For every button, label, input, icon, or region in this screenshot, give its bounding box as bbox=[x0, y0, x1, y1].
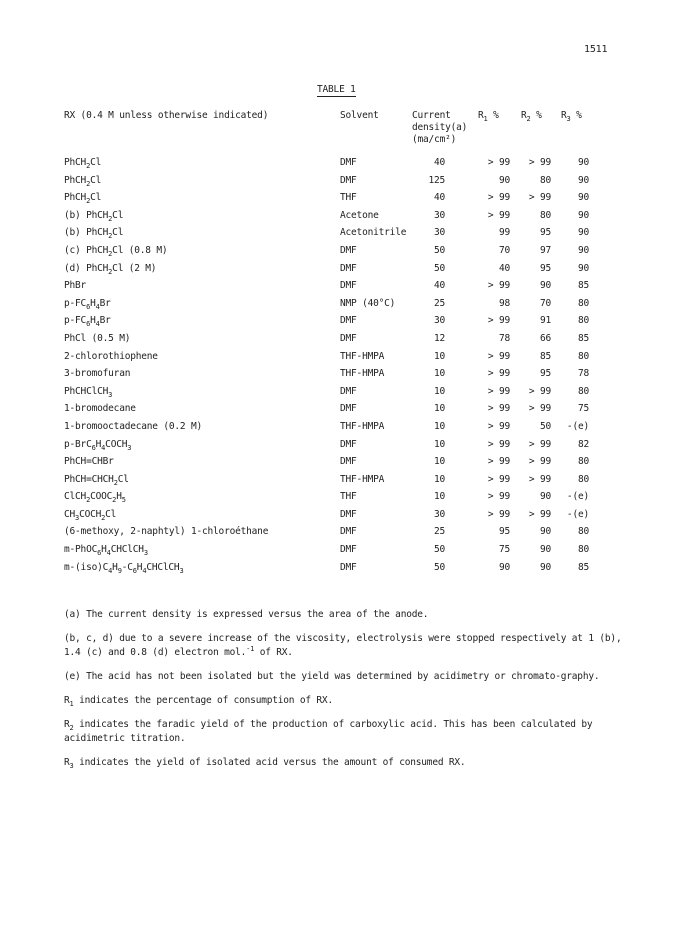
cell-r1: > 99 bbox=[487, 491, 510, 503]
cell-r2: > 99 bbox=[528, 385, 551, 397]
cell-r2: 66 bbox=[539, 332, 551, 344]
cell-rx-subscript: 6 bbox=[86, 302, 91, 311]
cell-current-density: 50 bbox=[433, 544, 445, 556]
cell-r3: 78 bbox=[577, 368, 589, 380]
cell-current-density: 10 bbox=[433, 491, 445, 503]
cell-solvent: DMF bbox=[340, 332, 357, 344]
cell-rx-text: Cl bbox=[112, 227, 124, 239]
cell-rx-text: Cl bbox=[90, 157, 102, 168]
cell-r2: 95 bbox=[539, 368, 551, 380]
cell-solvent: DMF bbox=[340, 403, 357, 415]
table-row bbox=[0, 175, 680, 193]
cell-current-density: 125 bbox=[428, 174, 445, 186]
cell-solvent: THF-HMPA bbox=[340, 350, 385, 362]
note-bcd bbox=[64, 632, 624, 660]
cell-solvent: THF bbox=[340, 192, 357, 204]
cell-current-density: 40 bbox=[433, 157, 445, 168]
header-r1-sub: 1 bbox=[483, 115, 488, 123]
cell-r3: 80 bbox=[577, 315, 589, 327]
cell-current-density: 40 bbox=[433, 280, 445, 292]
cell-current-density: 12 bbox=[433, 332, 445, 344]
cell-rx-text: (6-methoxy, 2-naphtyl) 1-chloroéthane bbox=[64, 526, 269, 538]
cell-rx-text: PhCl (0.5 M) bbox=[64, 332, 131, 344]
cell-r2: 90 bbox=[539, 491, 551, 503]
cell-rx bbox=[64, 157, 101, 168]
cell-r2: > 99 bbox=[528, 508, 551, 520]
header-r1 bbox=[478, 110, 499, 122]
table-title: TABLE 1 bbox=[317, 84, 356, 95]
cell-r2: 90 bbox=[539, 561, 551, 573]
cell-current-density: 30 bbox=[433, 508, 445, 520]
cell-rx bbox=[64, 192, 102, 206]
cell-rx-subscript: 2 bbox=[86, 162, 91, 170]
cell-solvent: DMF bbox=[340, 262, 357, 274]
table-row bbox=[0, 456, 680, 474]
cell-rx-text: H bbox=[116, 491, 122, 503]
cell-current-density: 10 bbox=[433, 456, 445, 468]
table-row bbox=[0, 491, 680, 509]
note-r2-text: indicates the faradic yield of the production of carboxylic acid. This has been calculated by acidimetric titration. bbox=[64, 719, 593, 744]
cell-r1: 90 bbox=[498, 174, 510, 186]
cell-solvent: DMF bbox=[340, 244, 357, 256]
cell-rx-subscript: 2 bbox=[112, 496, 117, 505]
cell-current-density: 10 bbox=[433, 350, 445, 362]
header-current-density bbox=[412, 110, 482, 146]
note-bcd-end: of RX. bbox=[254, 647, 293, 658]
cell-r1: 40 bbox=[498, 262, 510, 274]
header-current-line3: (ma/cm²) bbox=[412, 134, 457, 145]
cell-r2: 85 bbox=[539, 350, 551, 362]
cell-rx-subscript: 4 bbox=[108, 566, 113, 575]
cell-rx-subscript: 6 bbox=[97, 549, 102, 558]
cell-r1: 95 bbox=[498, 526, 510, 538]
cell-current-density: 10 bbox=[433, 420, 445, 432]
table-row bbox=[0, 192, 680, 210]
cell-rx-text: 1-bromodecane bbox=[64, 403, 136, 415]
cell-rx bbox=[64, 421, 202, 432]
cell-rx bbox=[64, 474, 129, 485]
cell-rx-subscript: 4 bbox=[101, 443, 106, 452]
header-r2 bbox=[521, 110, 542, 122]
cell-rx-subscript: 3 bbox=[75, 513, 80, 522]
table-row bbox=[0, 333, 680, 351]
cell-r3: 80 bbox=[577, 473, 589, 485]
cell-rx-subscript: 5 bbox=[121, 496, 126, 505]
note-r2-sub: 2 bbox=[69, 724, 74, 732]
cell-rx bbox=[64, 280, 86, 291]
cell-rx-text: m-(iso)C bbox=[64, 561, 109, 573]
cell-rx-text: p-BrC bbox=[64, 438, 92, 450]
cell-r2: 97 bbox=[539, 244, 551, 256]
header-r2-label: R bbox=[521, 110, 527, 121]
cell-rx-subscript: 4 bbox=[95, 320, 100, 329]
cell-r2: 90 bbox=[539, 526, 551, 538]
cell-solvent: THF bbox=[340, 491, 357, 503]
cell-rx-text: p-FC bbox=[64, 297, 87, 309]
cell-rx-text: Cl (2 M) bbox=[112, 262, 157, 274]
cell-solvent: THF-HMPA bbox=[340, 473, 385, 485]
header-rx: RX (0.4 M unless otherwise indicated) bbox=[64, 110, 269, 121]
cell-rx-subscript: 3 bbox=[108, 390, 113, 399]
cell-rx-text: Cl bbox=[90, 174, 102, 186]
cell-rx-subscript: 3 bbox=[179, 566, 184, 575]
note-r3-text: indicates the yield of isolated acid versus the amount of consumed RX. bbox=[73, 757, 466, 768]
cell-r3: 85 bbox=[577, 332, 589, 344]
cell-rx bbox=[64, 544, 148, 558]
cell-rx-text: Cl (0.8 M) bbox=[112, 244, 168, 256]
table-row bbox=[0, 439, 680, 457]
cell-rx-text: H bbox=[95, 438, 102, 450]
cell-rx-text: 2-chlorothiophene bbox=[64, 350, 158, 362]
cell-r3: 80 bbox=[577, 456, 589, 468]
cell-current-density: 10 bbox=[433, 368, 445, 380]
cell-r2: > 99 bbox=[528, 403, 551, 415]
cell-r2: 80 bbox=[539, 174, 551, 186]
cell-r1: 99 bbox=[498, 227, 510, 239]
cell-rx-subscript: 2 bbox=[86, 496, 91, 505]
cell-rx-text: H bbox=[101, 544, 107, 556]
header-current-line2: density(a) bbox=[412, 122, 468, 133]
cell-rx bbox=[64, 333, 130, 344]
cell-r1: > 99 bbox=[487, 508, 510, 520]
cell-rx-subscript: 2 bbox=[86, 197, 91, 206]
cell-r1: > 99 bbox=[487, 385, 510, 397]
cell-rx-text: PhCH=CHCH bbox=[64, 473, 114, 485]
cell-r3: 85 bbox=[577, 561, 589, 573]
table-row bbox=[0, 403, 680, 421]
cell-solvent: DMF bbox=[340, 280, 357, 292]
cell-r3: 82 bbox=[577, 438, 589, 450]
table-body bbox=[0, 157, 680, 579]
note-a: (a) The current density is expressed versus the area of the anode. bbox=[64, 609, 429, 620]
cell-solvent: DMF bbox=[340, 157, 357, 168]
cell-r3: 80 bbox=[577, 544, 589, 556]
cell-r2: 91 bbox=[539, 315, 551, 327]
cell-r1: 75 bbox=[498, 544, 510, 556]
cell-r3: 90 bbox=[577, 244, 589, 256]
header-current-line1: Current bbox=[412, 110, 451, 121]
cell-r1: 98 bbox=[498, 297, 510, 309]
cell-rx-text: PhCH bbox=[64, 192, 87, 204]
cell-r2: 70 bbox=[539, 297, 551, 309]
cell-rx-text: H bbox=[90, 315, 96, 327]
cell-rx bbox=[64, 351, 158, 362]
cell-rx-subscript: 3 bbox=[127, 443, 132, 452]
table-row bbox=[0, 227, 680, 245]
header-r1-unit: % bbox=[487, 110, 499, 121]
cell-rx-text: H bbox=[112, 561, 118, 573]
cell-rx-text: m-PhOC bbox=[64, 544, 98, 556]
cell-current-density: 10 bbox=[433, 385, 445, 397]
cell-rx-text: (d) PhCH bbox=[64, 262, 109, 274]
cell-current-density: 50 bbox=[433, 561, 445, 573]
cell-rx-text: Cl bbox=[117, 473, 129, 485]
cell-rx bbox=[64, 526, 268, 537]
cell-solvent: Acetonitrile bbox=[340, 227, 407, 239]
note-bcd-main: (b, c, d) due to a severe increase of the viscosity, electrolysis were stopped respectively at 1 (b), 1.4 (c) and 0.8 (d) electron mol. bbox=[64, 633, 622, 658]
cell-r3: -(e) bbox=[566, 508, 589, 520]
cell-rx-text: Cl bbox=[112, 209, 124, 221]
cell-current-density: 10 bbox=[433, 438, 445, 450]
cell-rx-text: CHClCH bbox=[110, 544, 144, 556]
cell-rx-subscript: 6 bbox=[132, 566, 137, 575]
cell-rx bbox=[64, 263, 156, 274]
cell-solvent: DMF bbox=[340, 385, 357, 397]
note-r1-sub: 1 bbox=[69, 700, 74, 708]
cell-rx-text: PhCHClCH bbox=[64, 385, 109, 397]
note-r3 bbox=[64, 756, 624, 770]
table-row bbox=[0, 351, 680, 369]
cell-rx-subscript: 2 bbox=[108, 214, 113, 223]
cell-r3: 90 bbox=[577, 174, 589, 186]
cell-rx bbox=[64, 456, 114, 467]
cell-r2: > 99 bbox=[528, 192, 551, 204]
cell-r3: 80 bbox=[577, 385, 589, 397]
cell-rx-subscript: 3 bbox=[143, 549, 148, 558]
cell-r1: > 99 bbox=[487, 280, 510, 292]
cell-current-density: 30 bbox=[433, 209, 445, 221]
cell-r3: -(e) bbox=[566, 491, 589, 503]
cell-current-density: 10 bbox=[433, 403, 445, 415]
cell-r2: > 99 bbox=[528, 473, 551, 485]
cell-rx-text: H bbox=[90, 297, 96, 309]
cell-current-density: 50 bbox=[433, 262, 445, 274]
cell-r2: 90 bbox=[539, 544, 551, 556]
cell-solvent: Acetone bbox=[340, 209, 379, 221]
cell-r3: 90 bbox=[577, 209, 589, 221]
cell-rx-subscript: 4 bbox=[142, 566, 147, 575]
table-row bbox=[0, 157, 680, 175]
table-row bbox=[0, 474, 680, 492]
cell-r1: > 99 bbox=[487, 157, 510, 168]
cell-r1: 70 bbox=[498, 244, 510, 256]
cell-solvent: NMP (40°C) bbox=[340, 297, 396, 309]
cell-rx bbox=[64, 175, 101, 186]
cell-solvent: DMF bbox=[340, 526, 357, 538]
cell-rx-subscript: 4 bbox=[95, 302, 100, 311]
cell-rx bbox=[64, 491, 126, 505]
cell-rx bbox=[64, 210, 123, 221]
cell-rx bbox=[64, 298, 111, 309]
cell-r2: > 99 bbox=[528, 456, 551, 468]
cell-r2: 80 bbox=[539, 209, 551, 221]
note-r1-text: indicates the percentage of consumption of RX. bbox=[73, 695, 333, 706]
cell-rx-text: Br bbox=[99, 315, 111, 327]
cell-rx-subscript: 2 bbox=[101, 513, 106, 522]
note-bcd-sup: -1 bbox=[246, 645, 255, 653]
cell-rx bbox=[64, 227, 124, 241]
cell-rx-subscript: 6 bbox=[86, 320, 91, 329]
cell-current-density: 25 bbox=[433, 526, 445, 538]
table-row bbox=[0, 562, 680, 580]
cell-r1: > 99 bbox=[487, 438, 510, 450]
cell-r2: 90 bbox=[539, 280, 551, 292]
cell-solvent: DMF bbox=[340, 544, 357, 556]
header-r3-label: R bbox=[561, 110, 567, 121]
cell-current-density: 30 bbox=[433, 227, 445, 239]
header-r2-sub: 2 bbox=[526, 115, 531, 123]
note-r3-sub: 3 bbox=[69, 762, 74, 770]
cell-rx bbox=[64, 509, 116, 520]
cell-r3: 90 bbox=[577, 157, 589, 168]
cell-solvent: DMF bbox=[340, 508, 357, 520]
cell-r1: > 99 bbox=[487, 403, 510, 415]
cell-r3: 75 bbox=[577, 403, 589, 415]
cell-rx-text: ClCH bbox=[64, 491, 87, 503]
cell-r1: > 99 bbox=[487, 456, 510, 468]
cell-r3: 90 bbox=[577, 192, 589, 204]
cell-r1: > 99 bbox=[487, 209, 510, 221]
cell-solvent: DMF bbox=[340, 174, 357, 186]
cell-solvent: DMF bbox=[340, 438, 357, 450]
cell-r2: > 99 bbox=[528, 157, 551, 168]
cell-rx-text: 1-bromooctadecane (0.2 M) bbox=[64, 420, 202, 432]
cell-r1: > 99 bbox=[487, 473, 510, 485]
cell-r2: 95 bbox=[539, 262, 551, 274]
header-r3-unit: % bbox=[570, 110, 582, 121]
cell-r1: > 99 bbox=[487, 192, 510, 204]
table-row bbox=[0, 263, 680, 281]
cell-rx-subscript: 4 bbox=[106, 549, 111, 558]
cell-r3: 90 bbox=[577, 262, 589, 274]
cell-current-density: 40 bbox=[433, 192, 445, 204]
table-row bbox=[0, 315, 680, 333]
cell-r1: 90 bbox=[498, 561, 510, 573]
cell-r3: -(e) bbox=[566, 420, 589, 432]
table-row bbox=[0, 386, 680, 404]
cell-rx-text: Cl bbox=[105, 508, 117, 520]
cell-rx-subscript: 6 bbox=[91, 443, 96, 452]
table-row bbox=[0, 421, 680, 439]
cell-solvent: DMF bbox=[340, 315, 357, 327]
note-r2-label: R bbox=[64, 719, 70, 730]
cell-solvent: THF-HMPA bbox=[340, 420, 385, 432]
note-r1-label: R bbox=[64, 695, 70, 706]
cell-r2: > 99 bbox=[528, 438, 551, 450]
cell-solvent: DMF bbox=[340, 561, 357, 573]
table-notes bbox=[64, 608, 624, 780]
cell-rx-text: PhCH bbox=[64, 157, 87, 168]
cell-rx-subscript: 9 bbox=[117, 566, 122, 575]
table-row bbox=[0, 509, 680, 527]
header-r1-label: R bbox=[478, 110, 484, 121]
cell-r3: 80 bbox=[577, 526, 589, 538]
cell-r1: > 99 bbox=[487, 368, 510, 380]
cell-r3: 85 bbox=[577, 280, 589, 292]
cell-rx bbox=[64, 245, 167, 256]
cell-rx-subscript: 2 bbox=[113, 478, 118, 487]
cell-rx-text: COOC bbox=[90, 491, 113, 503]
cell-solvent: THF-HMPA bbox=[340, 368, 385, 380]
note-r1 bbox=[64, 694, 624, 708]
cell-current-density: 50 bbox=[433, 244, 445, 256]
cell-rx-text: CH bbox=[64, 508, 76, 520]
cell-rx-subscript: 2 bbox=[108, 267, 113, 276]
note-r2 bbox=[64, 718, 624, 746]
table-row bbox=[0, 245, 680, 263]
cell-rx-text: PhBr bbox=[64, 280, 87, 292]
cell-r1: > 99 bbox=[487, 420, 510, 432]
cell-rx bbox=[64, 439, 131, 450]
cell-rx bbox=[64, 368, 130, 379]
cell-rx-text: 3-bromofuran bbox=[64, 368, 131, 380]
header-r3-sub: 3 bbox=[566, 115, 571, 123]
cell-r2: 95 bbox=[539, 227, 551, 239]
cell-rx-text: PhCH=CHBr bbox=[64, 456, 114, 468]
header-solvent: Solvent bbox=[340, 110, 379, 121]
cell-rx-text: COCH bbox=[79, 508, 102, 520]
cell-rx-text: CHClCH bbox=[146, 561, 180, 573]
cell-current-density: 25 bbox=[433, 297, 445, 309]
cell-rx-subscript: 2 bbox=[108, 249, 113, 258]
note-r3-label: R bbox=[64, 757, 70, 768]
cell-solvent: DMF bbox=[340, 456, 357, 468]
header-r3 bbox=[561, 110, 582, 122]
cell-rx-text: (c) PhCH bbox=[64, 244, 109, 256]
table-row bbox=[0, 210, 680, 228]
page-number: 1511 bbox=[584, 44, 608, 55]
table-row bbox=[0, 298, 680, 316]
cell-rx-text: COCH bbox=[105, 438, 128, 450]
cell-rx-text: H bbox=[136, 561, 143, 573]
cell-rx-text: Cl bbox=[90, 192, 102, 204]
cell-rx-text: (b) PhCH bbox=[64, 227, 109, 239]
cell-r3: 80 bbox=[577, 350, 589, 362]
cell-rx-subscript: 2 bbox=[108, 232, 113, 241]
table-row bbox=[0, 368, 680, 386]
cell-r2: 50 bbox=[539, 420, 551, 432]
cell-rx bbox=[64, 562, 183, 573]
cell-r1: > 99 bbox=[487, 350, 510, 362]
table-row bbox=[0, 526, 680, 544]
table-row bbox=[0, 280, 680, 298]
cell-rx-text: -C bbox=[121, 561, 133, 573]
table-row bbox=[0, 544, 680, 562]
cell-rx bbox=[64, 403, 136, 414]
cell-rx-text: p-FC bbox=[64, 315, 87, 327]
cell-rx-subscript: 2 bbox=[86, 179, 91, 188]
header-r2-unit: % bbox=[530, 110, 542, 121]
cell-r1: 78 bbox=[498, 332, 510, 344]
cell-rx bbox=[64, 386, 112, 397]
cell-rx bbox=[64, 315, 111, 329]
cell-r3: 80 bbox=[577, 297, 589, 309]
cell-rx-text: Br bbox=[99, 297, 111, 309]
cell-current-density: 30 bbox=[433, 315, 445, 327]
cell-current-density: 10 bbox=[433, 473, 445, 485]
cell-r1: > 99 bbox=[487, 315, 510, 327]
note-e: (e) The acid has not been isolated but the yield was determined by acidimetry or chromato-graphy. bbox=[64, 671, 600, 682]
cell-rx-text: (b) PhCH bbox=[64, 209, 109, 221]
cell-r3: 90 bbox=[577, 227, 589, 239]
cell-rx-text: PhCH bbox=[64, 174, 87, 186]
